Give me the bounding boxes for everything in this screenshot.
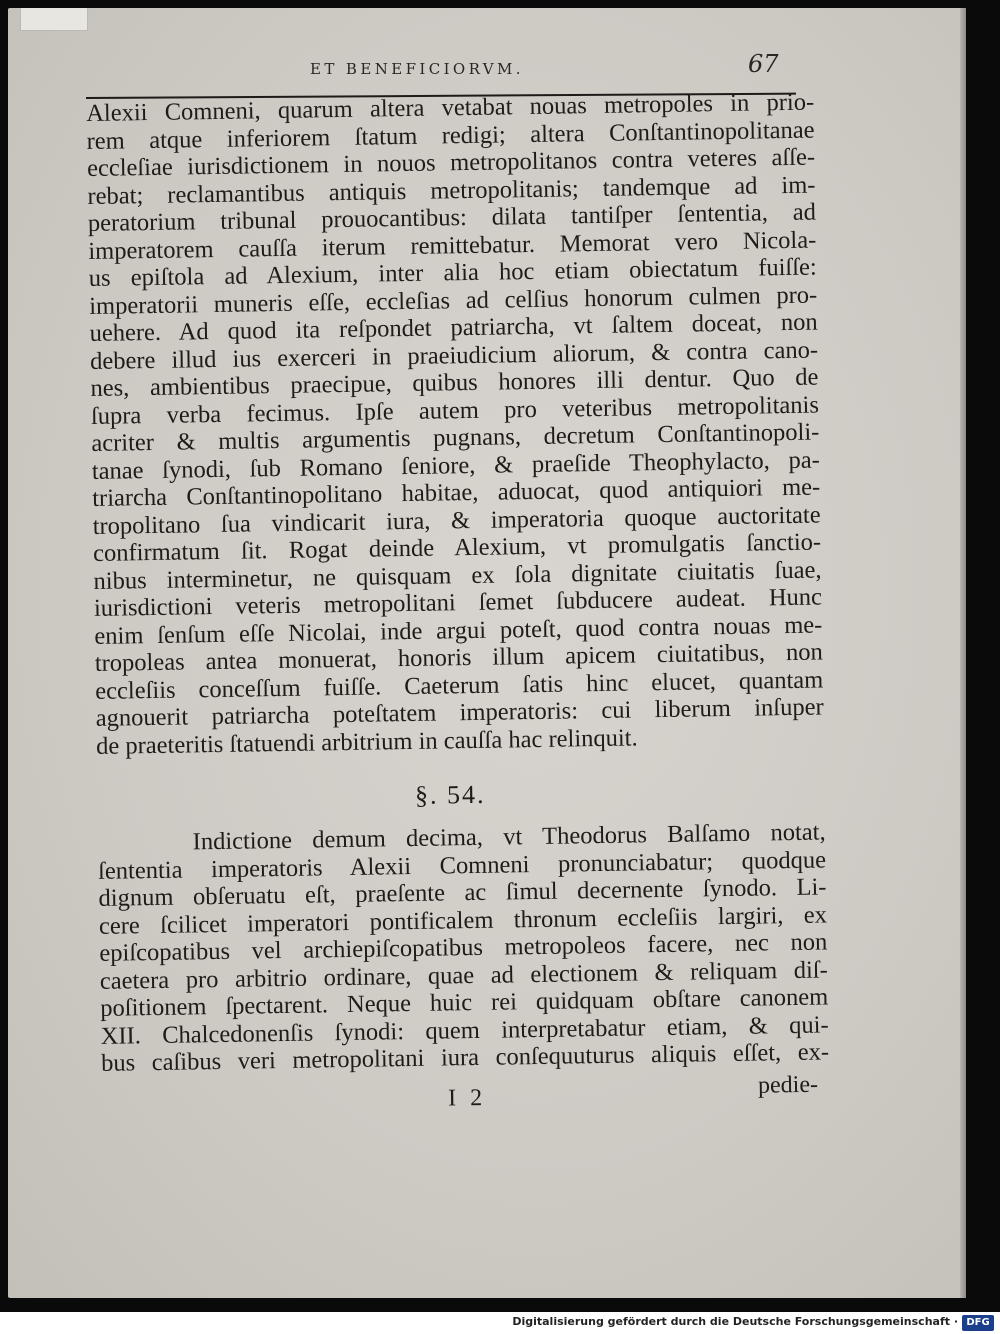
page-edge-shadow — [960, 8, 966, 1298]
credit-bar — [0, 1312, 1000, 1334]
text-line: ſententia imperatoris Alexii Comneni pronunciabatur; quodque — [97, 845, 827, 885]
text-line: rebat; reclamantibus antiquis metropolitanis; tandemque ad im- — [87, 171, 816, 210]
text-line: de praeteritis ſtatuendi arbitrium in cauſſa hac relinquit. — [95, 723, 638, 760]
text-line: tropolitano ſua vindicarit iura, & imperatoria quoque auctoritate — [92, 501, 821, 540]
text-line: tanae ſynodi, ſub Romano ſeniore, & praeſide Theophylacto, pa- — [91, 446, 820, 485]
running-head: ET BENEFICIORVM. — [310, 60, 524, 78]
text-line: poſitionem ſpectarent. Neque huic rei quidquam obſtare canonem — [100, 983, 829, 1022]
text-line: ſupra verba fecimus. Ipſe autem pro veteribus metropolitanis — [90, 391, 820, 430]
text-line: dignum obſeruatu eſt, praeſente ac ſimul decernente ſynodo. Li- — [98, 873, 827, 912]
text-line: acriter & multis argumentis pugnans, decretum Conſtantinopoli- — [91, 418, 820, 457]
text-line: imperatorem cauſſa iterum remittebatur. Memorat vero Nicola- — [88, 226, 817, 265]
page-tab-marker — [20, 8, 88, 31]
section-heading: §. 54. — [414, 779, 486, 810]
funding-credit: Digitalisierung gefördert durch die Deutsche Forschungsgemeinschaft · — [512, 1315, 958, 1328]
text-line: epiſcopatibus vel archiepiſcopatibus metropoleos facere, nec non — [99, 928, 828, 967]
text-line: eccleſiis conceſſum fuiſſe. Caeterum ſatis hinc elucet, quantam — [95, 665, 824, 705]
text-line: confirmatum ſit. Rogat deinde Alexium, vt promulgatis ſanctio- — [92, 528, 822, 567]
text-line: nes, ambientibus praecipue, quibus honores illi dentur. Quo de — [90, 363, 819, 402]
text-line: nibus interminetur, ne quisquam ex ſola dignitate ciuitatis ſuae, — [93, 556, 822, 595]
text-line: imperatorii muneris eſſe, eccleſias ad celſius honorum culmen pro- — [89, 281, 818, 320]
text-line: eccleſiae iurisdictionem in nouos metropolitanos contra veteres aſſe- — [86, 143, 816, 182]
paragraph-1 — [86, 89, 824, 760]
text-line: debere illud ius exerceri in praeiudicium aliorum, & contra cano- — [89, 336, 819, 375]
page-header — [80, 50, 800, 90]
text-line: us epiſtola ad Alexium, inter alia hoc etiam obiectatum fuiſſe: — [88, 253, 817, 292]
text-line: iurisdictioni veteris metropolitani ſemet ſubducere audeat. Hunc — [93, 583, 823, 622]
text-line: cere ſcilicet imperatori pontificalem thronum eccleſiis largiri, ex — [98, 900, 828, 940]
dfg-logo-icon: DFG — [962, 1315, 994, 1331]
body-text — [86, 89, 829, 1078]
text-line: rem atque inferiorem ſtatum redigi; altera Conſtantinopolitanae — [86, 116, 815, 155]
text-line: peratorium tribunal prouocantibus: dilata tantiſper ſententia, ad — [87, 198, 817, 237]
text-line: Indictione demum decima, vt Theodorus Balſamo notat, — [192, 818, 826, 856]
text-line: XII. Chalcedonenſis ſynodi: quem interpretabatur etiam, & qui- — [100, 1010, 829, 1050]
paragraph-2 — [97, 818, 829, 1077]
text-line: uehere. Ad quod ita reſpondet patriarcha, vt ſaltem doceat, non — [89, 308, 818, 347]
text-line: triarcha Conſtantinopolitano habitae, aduocat, quod antiquiori me- — [92, 473, 821, 512]
signature-mark: I 2 — [447, 1084, 487, 1112]
text-line: Alexii Comneni, quarum altera vetabat nouas metropoles in prio- — [86, 88, 815, 127]
text-line: bus caſibus veri metropolitani iura conſequuturus aliquis eſſet, ex- — [100, 1038, 830, 1077]
catchword: pedie- — [757, 1071, 819, 1099]
page-number: 67 — [748, 50, 779, 78]
text-line: agnouerit patriarcha poteſtatem imperatoris: cui liberum inſuper — [95, 693, 824, 732]
text-line: caetera pro arbitrio ordinare, quae ad electionem & reliquam diſ- — [99, 955, 828, 995]
page-footer — [420, 1071, 820, 1116]
text-line: tropoleas antea monuerat, honoris illum apicem ciuitatibus, non — [94, 638, 823, 677]
text-line: enim ſenſum eſſe Nicolai, inde argui poteſt, quod contra nouas me- — [94, 611, 823, 650]
